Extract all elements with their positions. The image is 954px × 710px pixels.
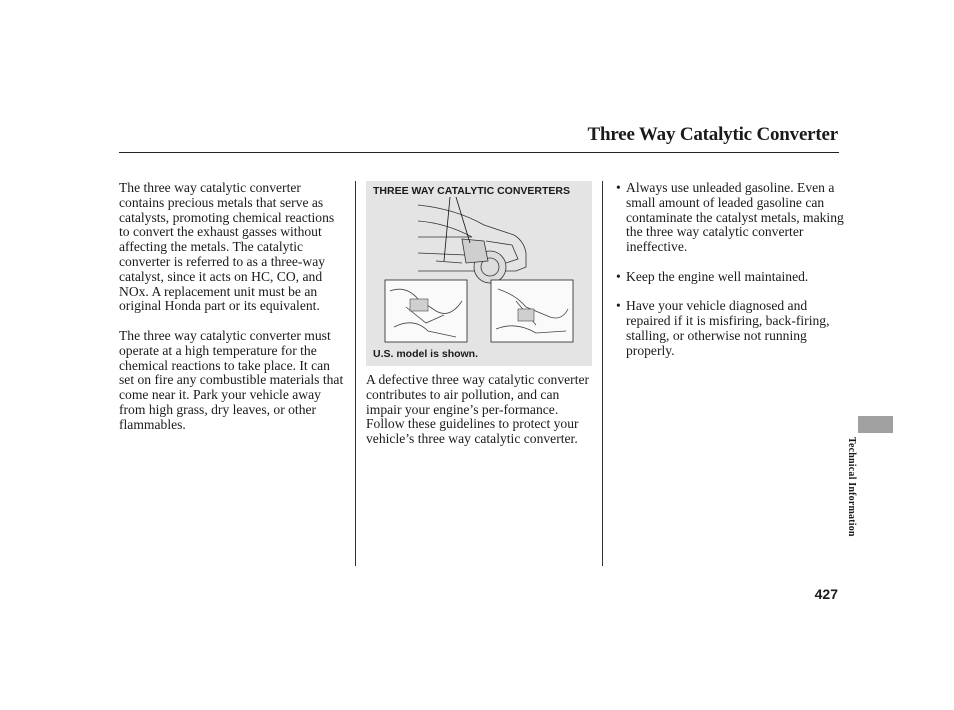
column-2: [366, 373, 598, 462]
column-1: [119, 181, 347, 447]
car-front-drawing: [418, 205, 526, 283]
paragraph-defective-converter: A defective three way catalytic converter contributes to air pollution, and can impair your engine’s per-formance. Follow these guidelines to protect your vehicle’s three way catalytic converter.: [366, 372, 590, 447]
column-divider-1: [355, 181, 356, 566]
section-tab: [858, 416, 893, 433]
page-number: 427: [814, 586, 838, 602]
detail-view-left: [385, 280, 467, 342]
figure-note: U.S. model is shown.: [373, 348, 479, 360]
converter-illustration: [366, 181, 592, 366]
bullet-glyph: •: [616, 180, 621, 195]
bullet-text: Always use unleaded gasoline. Even a small amount of leaded gasoline can contaminate the catalyst metals, making the three way catalytic converter ineffective.: [626, 180, 844, 255]
converter-figure: [366, 181, 592, 366]
bullet-glyph: •: [616, 268, 621, 284]
bullet-text: Have your vehicle diagnosed and repaired if it is misfiring, back-firing, stalling, or otherwise not running properly.: [626, 298, 830, 358]
paragraph-catalyst-description: The three way catalytic converter contains precious metals that serve as catalysts, promoting chemical reactions to convert the exhaust gasses without affecting the metals. The catalytic converter is referred to as a three-way catalyst, since it acts on HC, CO, and NOx. A replacement unit must be an original Honda part or its equivalent.: [119, 180, 335, 314]
bullet-glyph: •: [616, 298, 621, 314]
column-3: [616, 181, 844, 373]
title-rule: [119, 152, 839, 153]
page-title: Three Way Catalytic Converter: [587, 124, 838, 145]
list-item: [616, 181, 844, 255]
bullet-text: Keep the engine well maintained.: [626, 268, 809, 284]
column-divider-2: [602, 181, 603, 566]
figure-caption: THREE WAY CATALYTIC CONVERTERS: [373, 185, 570, 197]
section-side-label: Technical Information: [846, 437, 857, 537]
list-item: [616, 299, 844, 358]
detail-view-right: [491, 280, 573, 342]
paragraph-fire-warning: The three way catalytic converter must operate at a high temperature for the chemical reactions to take place. It can set on fire any combustible materials that come near it. Park your vehicle away from high grass, dry leaves, or other flammables.: [119, 327, 344, 432]
guideline-list: [616, 181, 844, 359]
list-item: [616, 270, 844, 285]
